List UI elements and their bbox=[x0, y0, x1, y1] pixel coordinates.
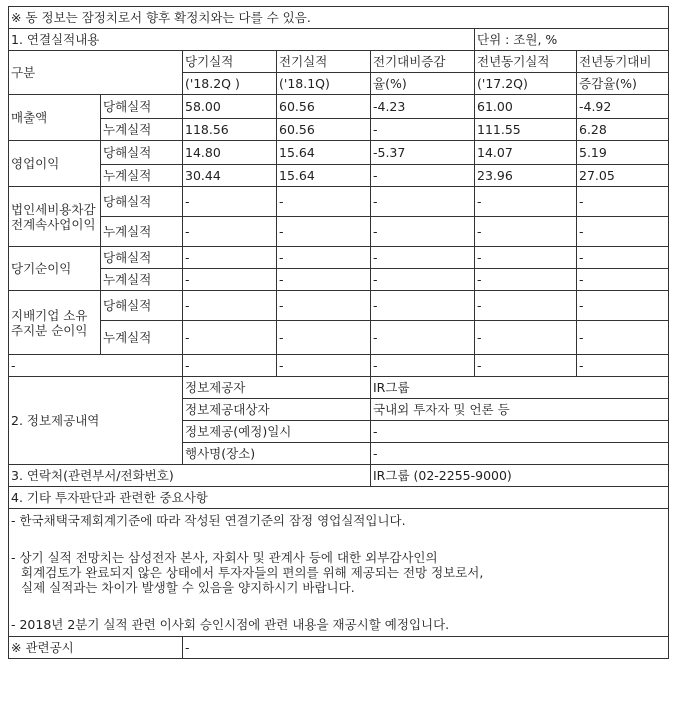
row-type: 누계실적 bbox=[101, 321, 183, 355]
cell-current: - bbox=[183, 291, 277, 321]
cell-yoy: - bbox=[577, 321, 669, 355]
cell-qoq: - bbox=[371, 355, 475, 377]
row-label: 매출액 bbox=[9, 95, 101, 141]
info-value: 국내외 투자자 및 언론 등 bbox=[371, 399, 669, 421]
note-line: 실제 실적과는 차이가 발생할 수 있음을 양지하시기 바랍니다. bbox=[21, 580, 355, 595]
cell-prev-year: - bbox=[475, 355, 577, 377]
cell-yoy: - bbox=[577, 355, 669, 377]
note-line: - 한국채택국제회계기준에 따라 작성된 연결기준의 잠정 영업실적입니다. bbox=[11, 513, 406, 528]
cell-prev-year: - bbox=[475, 187, 577, 217]
related-label: ※ 관련공시 bbox=[9, 637, 183, 659]
row-label: 법인세비용차감전계속사업이익 bbox=[9, 187, 101, 247]
note-line: - 상기 실적 전망치는 삼성전자 본사, 자회사 및 관계사 등에 대한 외부감사인의 bbox=[11, 550, 438, 565]
cell-prev: - bbox=[277, 247, 371, 269]
note-line: 회계검토가 완료되지 않은 상태에서 투자자들의 편의를 위해 제공되는 전망 정보로서, bbox=[21, 565, 484, 580]
cell-prev-year: - bbox=[475, 217, 577, 247]
section4-title: 4. 기타 투자판단과 관련한 중요사항 bbox=[9, 487, 669, 509]
header-yoy: 전년동기대비 bbox=[577, 51, 669, 73]
cell-current: 118.56 bbox=[183, 119, 277, 141]
cell-prev: - bbox=[277, 269, 371, 291]
row-label: 영업이익 bbox=[9, 141, 101, 187]
cell-qoq: - bbox=[371, 321, 475, 355]
row-label: 당기순이익 bbox=[9, 247, 101, 291]
row-type: 누계실적 bbox=[101, 269, 183, 291]
cell-prev-year: - bbox=[475, 247, 577, 269]
cell-prev-year: 61.00 bbox=[475, 95, 577, 119]
cell-qoq: -5.37 bbox=[371, 141, 475, 165]
header-current-period: ('18.2Q ) bbox=[183, 73, 277, 95]
cell-prev: 15.64 bbox=[277, 141, 371, 165]
cell-qoq: - bbox=[371, 291, 475, 321]
note-line: - 2018년 2분기 실적 관련 이사회 승인시점에 관련 내용을 재공시할 예정입니다. bbox=[11, 617, 450, 632]
cell-qoq: - bbox=[371, 247, 475, 269]
section2-title: 2. 정보제공내역 bbox=[9, 377, 183, 465]
cell-current: 30.44 bbox=[183, 165, 277, 187]
cell-qoq: - bbox=[371, 269, 475, 291]
cell-prev-year: 111.55 bbox=[475, 119, 577, 141]
cell-prev: 15.64 bbox=[277, 165, 371, 187]
header-current: 당기실적 bbox=[183, 51, 277, 73]
cell-prev: - bbox=[277, 217, 371, 247]
cell-prev: 60.56 bbox=[277, 95, 371, 119]
info-label: 정보제공대상자 bbox=[183, 399, 371, 421]
header-prev: 전기실적 bbox=[277, 51, 371, 73]
cell-yoy: 27.05 bbox=[577, 165, 669, 187]
cell-yoy: 5.19 bbox=[577, 141, 669, 165]
info-value: - bbox=[371, 421, 669, 443]
row-type: 당해실적 bbox=[101, 291, 183, 321]
section1-title: 1. 연결실적내용 bbox=[9, 29, 475, 51]
header-prev-year-period: ('17.2Q) bbox=[475, 73, 577, 95]
cell-yoy: - bbox=[577, 247, 669, 269]
cell-prev: - bbox=[277, 355, 371, 377]
header-qoq: 전기대비증감 bbox=[371, 51, 475, 73]
header-prev-year: 전년동기실적 bbox=[475, 51, 577, 73]
row-type: 당해실적 bbox=[101, 95, 183, 119]
cell-qoq: - bbox=[371, 217, 475, 247]
cell-qoq: - bbox=[371, 187, 475, 217]
cell-prev-year: 23.96 bbox=[475, 165, 577, 187]
info-value: IR그룹 bbox=[371, 377, 669, 399]
info-label: 정보제공(예정)일시 bbox=[183, 421, 371, 443]
cell-prev-year: - bbox=[475, 321, 577, 355]
cell-prev-year: 14.07 bbox=[475, 141, 577, 165]
header-qoq-rate: 율(%) bbox=[371, 73, 475, 95]
cell-yoy: - bbox=[577, 187, 669, 217]
contact-value: IR그룹 (02-2255-9000) bbox=[371, 465, 669, 487]
disclosure-table bbox=[8, 6, 669, 659]
header-prev-period: ('18.1Q) bbox=[277, 73, 371, 95]
info-value: - bbox=[371, 443, 669, 465]
cell-current: 14.80 bbox=[183, 141, 277, 165]
cell-prev: - bbox=[277, 291, 371, 321]
cell-current: - bbox=[183, 321, 277, 355]
row-type: 당해실적 bbox=[101, 187, 183, 217]
cell-qoq: - bbox=[371, 119, 475, 141]
header-category: 구분 bbox=[9, 51, 183, 95]
important-notes bbox=[9, 509, 669, 637]
row-label: 지배기업 소유주지분 순이익 bbox=[9, 291, 101, 355]
cell-current: - bbox=[183, 355, 277, 377]
info-label: 행사명(장소) bbox=[183, 443, 371, 465]
unit-label: 단위 : 조원, % bbox=[475, 29, 669, 51]
cell-current: 58.00 bbox=[183, 95, 277, 119]
row-type: 누계실적 bbox=[101, 165, 183, 187]
cell-current: - bbox=[183, 247, 277, 269]
cell-current: - bbox=[183, 269, 277, 291]
cell-yoy: -4.92 bbox=[577, 95, 669, 119]
cell-yoy: - bbox=[577, 269, 669, 291]
cell-prev: - bbox=[277, 187, 371, 217]
row-type: 누계실적 bbox=[101, 217, 183, 247]
cell-qoq: - bbox=[371, 165, 475, 187]
info-label: 정보제공자 bbox=[183, 377, 371, 399]
cell-yoy: - bbox=[577, 217, 669, 247]
notice: ※ 동 정보는 잠정치로서 향후 확정치와는 다를 수 있음. bbox=[9, 7, 669, 29]
header-yoy-rate: 증감율(%) bbox=[577, 73, 669, 95]
cell-yoy: 6.28 bbox=[577, 119, 669, 141]
section3-title: 3. 연락처(관련부서/전화번호) bbox=[9, 465, 371, 487]
row-type: 당해실적 bbox=[101, 141, 183, 165]
cell-current: - bbox=[183, 187, 277, 217]
related-value: - bbox=[183, 637, 669, 659]
cell-prev: 60.56 bbox=[277, 119, 371, 141]
cell-current: - bbox=[183, 217, 277, 247]
cell-qoq: -4.23 bbox=[371, 95, 475, 119]
blank-row-label: - bbox=[9, 355, 183, 377]
cell-yoy: - bbox=[577, 291, 669, 321]
row-type: 누계실적 bbox=[101, 119, 183, 141]
cell-prev: - bbox=[277, 321, 371, 355]
row-type: 당해실적 bbox=[101, 247, 183, 269]
cell-prev-year: - bbox=[475, 269, 577, 291]
cell-prev-year: - bbox=[475, 291, 577, 321]
